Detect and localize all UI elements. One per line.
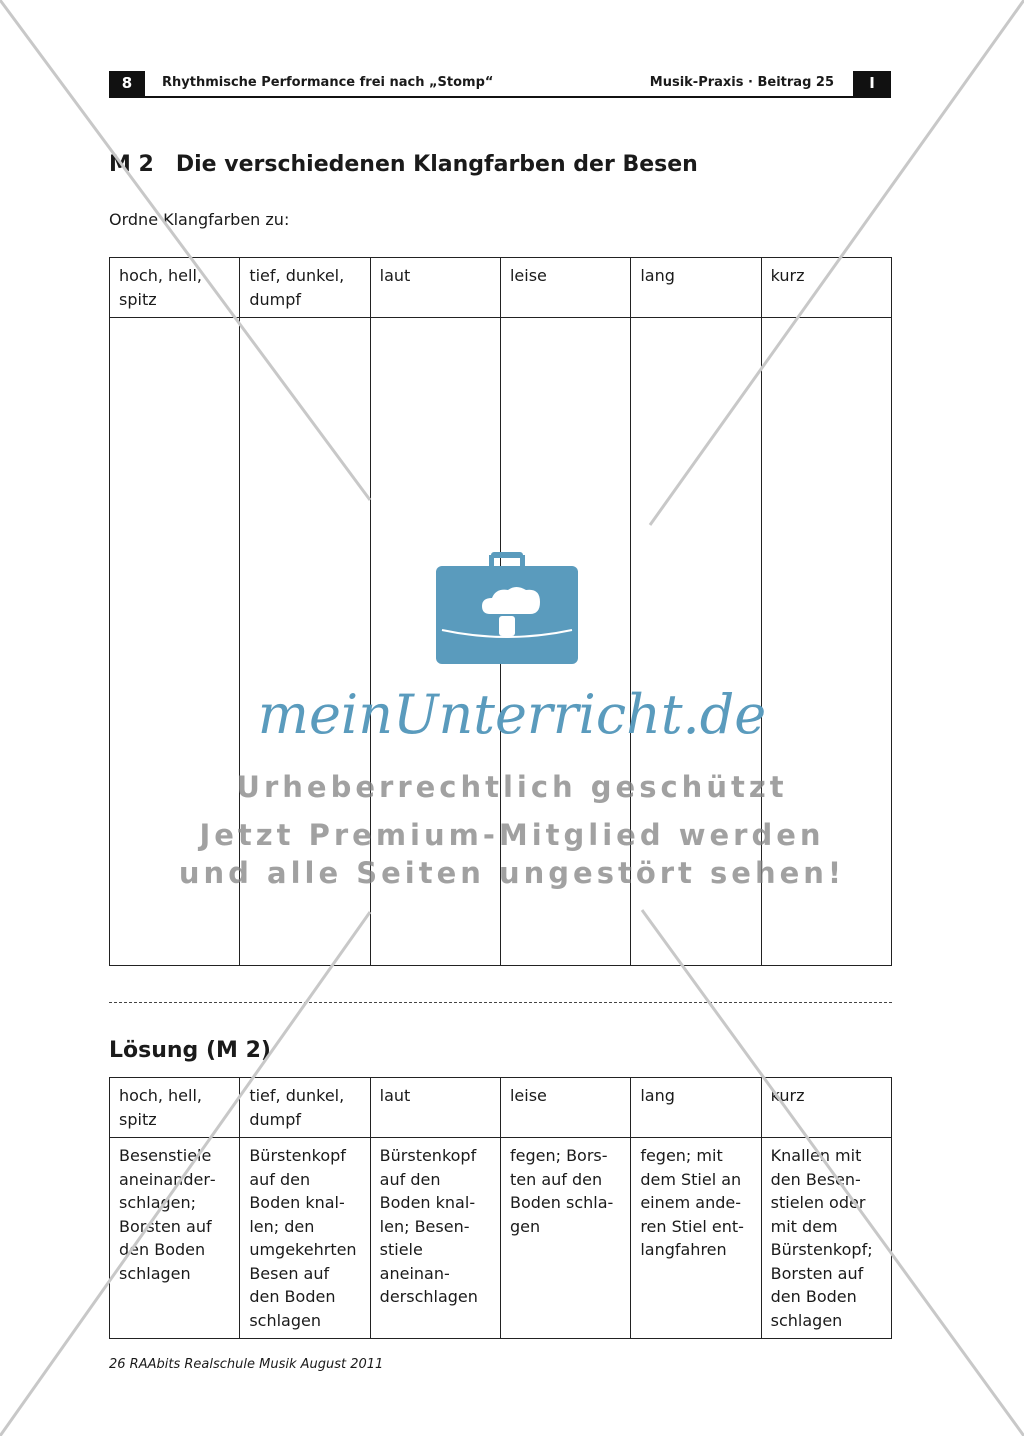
answer-cell[interactable] [631, 318, 761, 966]
section-title [109, 152, 698, 177]
column-header: leise [500, 1078, 630, 1138]
solution-cell: fegen; mit dem Stiel an einem anderen Stiel entlangfahren [631, 1138, 761, 1339]
header-part: I [853, 71, 891, 96]
watermark-brand: meinUnterricht.de [257, 683, 767, 746]
answer-row [110, 318, 892, 966]
solution-cell: Bürstenkopf auf den Boden knallen; den umgekehrten Besen auf den Boden schlagen [240, 1138, 370, 1339]
column-header: laut [370, 1078, 500, 1138]
column-header: tief, dunkel, dumpf [240, 1078, 370, 1138]
answer-cell[interactable] [110, 318, 240, 966]
column-header: kurz [761, 258, 891, 318]
table-header-row [110, 1078, 892, 1138]
watermark-premium: Jetzt Premium-Mitglied werden [199, 818, 825, 852]
column-header: hoch, hell, spitz [110, 1078, 240, 1138]
watermark-copyright: Urheberrechtlich geschützt [236, 770, 788, 804]
header-magazine: Musik-Praxis · Beitrag 25 [649, 75, 834, 90]
section-heading: Die verschiedenen Klangfarben der Besen [175, 152, 698, 177]
table-header-row [110, 258, 892, 318]
watermark-unlock: und alle Seiten ungestört sehen! [178, 856, 846, 890]
column-header: laut [370, 258, 500, 318]
instruction-text: Ordne Klangfarben zu: [109, 210, 290, 229]
section-code: M 2 [109, 152, 154, 177]
column-header: lang [631, 258, 761, 318]
answer-cell[interactable] [761, 318, 891, 966]
header-title: Rhythmische Performance frei nach „Stomp“ [162, 75, 494, 90]
solution-cell: Knallen mit den Besenstielen oder mit dem Bürstenkopf; Borsten auf den Boden schlagen [761, 1138, 891, 1339]
column-header: leise [500, 258, 630, 318]
cut-line [109, 1002, 892, 1003]
task-table [109, 257, 892, 966]
column-header: hoch, hell, spitz [110, 258, 240, 318]
answer-cell[interactable] [500, 318, 630, 966]
solution-table [109, 1077, 892, 1339]
solution-cell: Bürstenkopf auf den Boden knallen; Besenstiele aneinanderschlagen [370, 1138, 500, 1339]
answer-cell[interactable] [370, 318, 500, 966]
column-header: lang [631, 1078, 761, 1138]
solution-cell: fegen; Borsten auf den Boden schlagen [500, 1138, 630, 1339]
solution-title: Lösung (M 2) [109, 1038, 271, 1063]
page-number: 8 [109, 71, 145, 96]
page-header [109, 71, 891, 98]
footer-text: 26 RAAbits Realschule Musik August 2011 [109, 1357, 384, 1372]
solution-row [110, 1138, 892, 1339]
column-header: tief, dunkel, dumpf [240, 258, 370, 318]
answer-cell[interactable] [240, 318, 370, 966]
solution-cell: Besenstiele aneinanderschlagen; Borsten auf den Boden schlagen [110, 1138, 240, 1339]
column-header: kurz [761, 1078, 891, 1138]
